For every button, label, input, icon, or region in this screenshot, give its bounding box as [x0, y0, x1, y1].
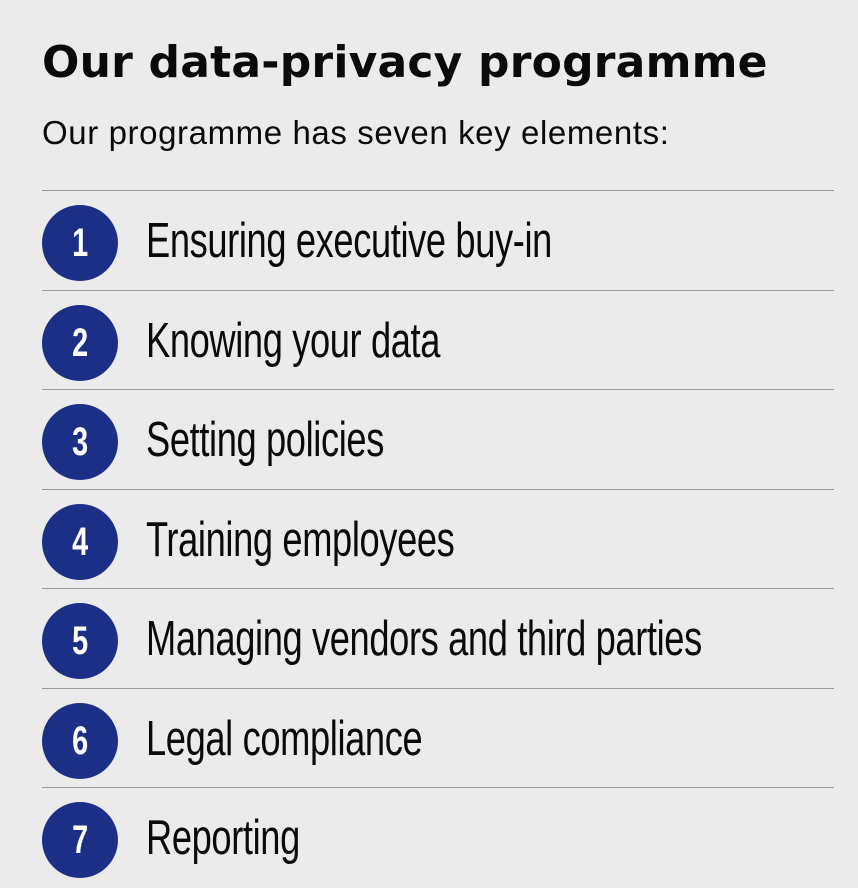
number-badge [42, 205, 118, 281]
list-item-label: Training employees [146, 512, 455, 567]
elements-list [42, 190, 834, 887]
list-item-label: Legal compliance [146, 711, 423, 766]
badge-number: 4 [71, 519, 89, 564]
number-badge [42, 802, 118, 878]
number-badge [42, 703, 118, 779]
list-item [42, 787, 834, 887]
page-title: Our data-privacy programme [42, 37, 768, 88]
list-item-label: Ensuring executive buy-in [146, 214, 552, 268]
number-badge [42, 305, 118, 381]
list-item [42, 588, 834, 688]
list-item-label: Reporting [146, 811, 300, 865]
badge-number: 7 [71, 818, 89, 862]
list-item [42, 489, 834, 589]
list-item [42, 190, 834, 290]
badge-number: 5 [71, 619, 89, 663]
number-badge [42, 404, 118, 480]
list-item-label: Managing vendors and third parties [146, 612, 702, 666]
badge-number: 6 [71, 718, 89, 763]
list-item [42, 290, 834, 390]
badge-number: 2 [71, 320, 89, 365]
list-item-label: Knowing your data [146, 313, 441, 368]
number-badge [42, 504, 118, 580]
list-item [42, 389, 834, 489]
list-item-label: Setting policies [146, 413, 384, 467]
number-badge [42, 603, 118, 679]
badge-number: 3 [71, 420, 89, 464]
badge-number: 1 [71, 221, 89, 265]
list-item [42, 688, 834, 788]
page-subtitle: Our programme has seven key elements: [42, 114, 670, 151]
